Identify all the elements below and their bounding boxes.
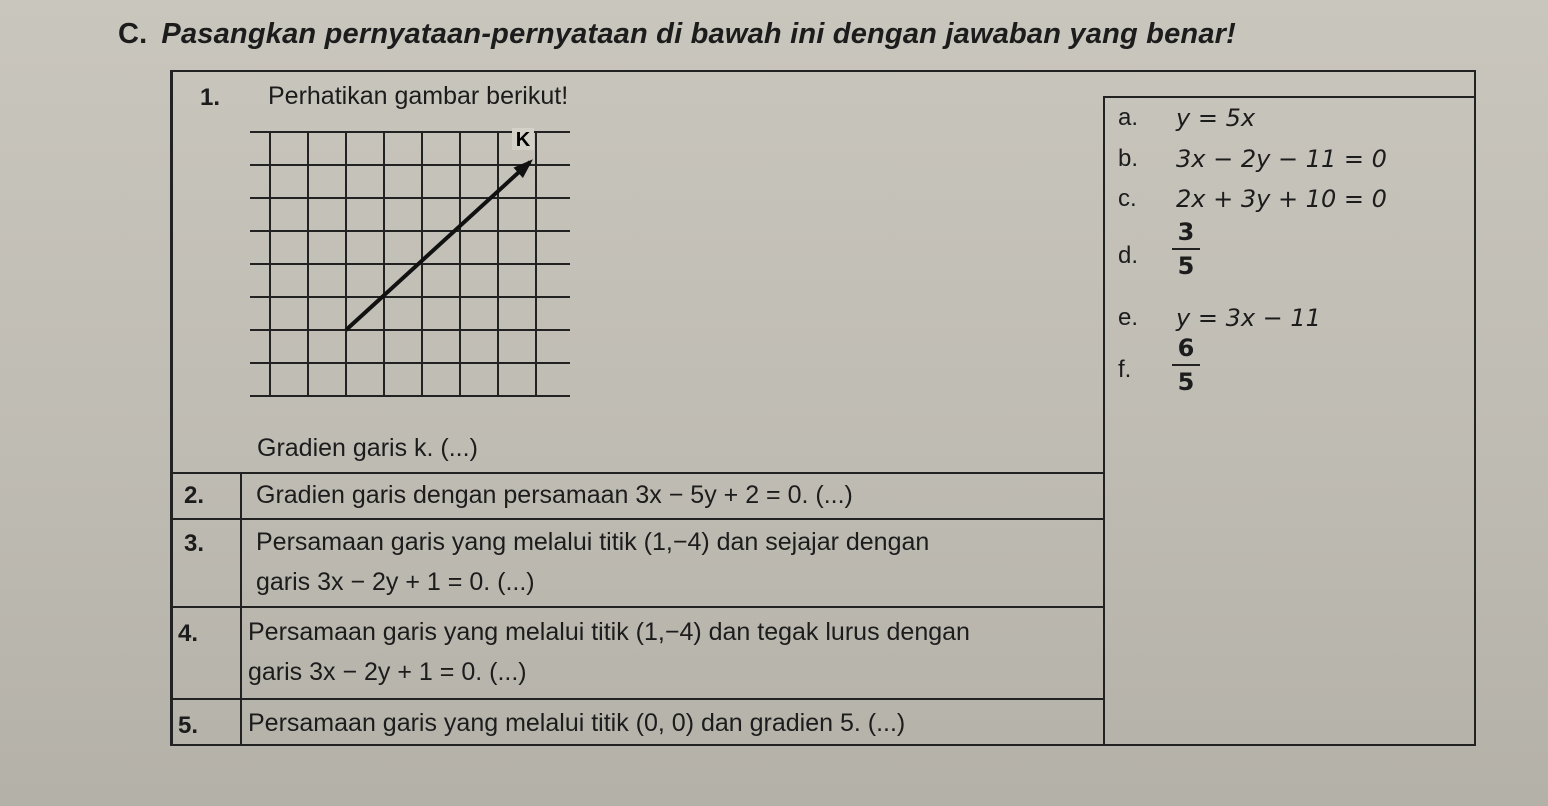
question-1-caption: Gradien garis k. (...) <box>257 434 478 462</box>
question-number: 3. <box>184 530 205 557</box>
fraction-bar <box>1172 364 1200 366</box>
line-k-grid-figure <box>250 112 570 412</box>
fraction-bar <box>1172 248 1200 250</box>
answer-area-left-rule <box>1103 96 1105 472</box>
row-separator-2 <box>170 518 1105 520</box>
answer-expression: 3x − 2y − 11 = 0 <box>1176 145 1387 173</box>
answer-letter: a. <box>1118 104 1139 131</box>
section-instruction: Pasangkan pernyataan-pernyataan di bawah ini dengan jawaban yang benar! <box>161 18 1237 50</box>
question-4-text-line-1: Persamaan garis yang melalui titik (1,−4) dan tegak lurus dengan <box>248 618 970 646</box>
line-label: K <box>515 129 531 151</box>
answer-fraction <box>1172 218 1200 280</box>
question-number: 2. <box>184 482 205 509</box>
fraction-numerator: 6 <box>1177 334 1195 362</box>
answer-column-divider <box>1103 472 1105 746</box>
answer-expression: y = 5x <box>1176 104 1256 132</box>
question-2-text: Gradien garis dengan persamaan 3x − 5y + 2 = 0. (...) <box>256 481 853 509</box>
question-number: 1. <box>200 84 221 111</box>
question-1-text: Perhatikan gambar berikut! <box>268 82 569 110</box>
question-4-text-line-2: garis 3x − 2y + 1 = 0. (...) <box>248 658 527 686</box>
fraction-denominator: 5 <box>1177 368 1195 396</box>
question-5-text: Persamaan garis yang melalui titik (0, 0) dan gradien 5. (...) <box>248 709 906 737</box>
row-separator-4 <box>170 698 1105 700</box>
line-k <box>346 162 530 330</box>
section-number: C. <box>118 18 148 50</box>
answer-letter: c. <box>1118 185 1137 212</box>
answer-fraction <box>1172 334 1200 396</box>
answer-letter: d. <box>1118 242 1139 269</box>
question-3-text-line-1: Persamaan garis yang melalui titik (1,−4) dan sejajar dengan <box>256 528 930 556</box>
section-heading <box>118 18 1236 51</box>
answer-letter: f. <box>1118 356 1132 383</box>
row-separator-1 <box>170 472 1105 474</box>
answer-letter: e. <box>1118 304 1139 331</box>
fraction-denominator: 5 <box>1177 252 1195 280</box>
answer-expression: 2x + 3y + 10 = 0 <box>1176 185 1387 213</box>
row-separator-3 <box>170 606 1105 608</box>
answer-area-top-rule <box>1103 96 1476 98</box>
answer-expression: y = 3x − 11 <box>1176 304 1321 332</box>
fraction-numerator: 3 <box>1177 218 1195 246</box>
question-3-text-line-2: garis 3x − 2y + 1 = 0. (...) <box>256 568 535 596</box>
answer-letter: b. <box>1118 145 1139 172</box>
question-number: 5. <box>178 712 199 739</box>
question-number: 4. <box>178 620 199 647</box>
number-column-divider <box>240 472 242 746</box>
